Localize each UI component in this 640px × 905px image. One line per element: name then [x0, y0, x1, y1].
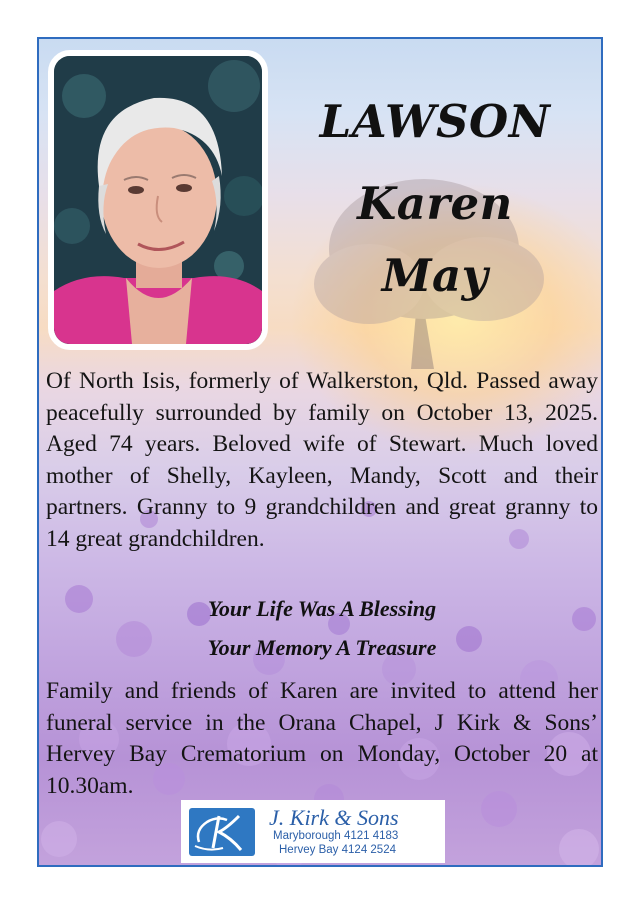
deceased-middle-name: May	[381, 249, 489, 302]
funeral-director-logo	[189, 808, 255, 856]
portrait-photo	[48, 50, 268, 350]
funeral-notice-card	[37, 37, 603, 867]
verse-line-2: Your Memory A Treasure	[207, 635, 437, 660]
maryborough-phone: Maryborough 4121 4183	[273, 829, 399, 842]
logo-monogram-icon	[189, 808, 255, 856]
funeral-director-name: J. Kirk & Sons	[269, 804, 399, 830]
portrait-illustration	[54, 56, 262, 344]
deceased-surname: LAWSON	[319, 95, 551, 148]
funeral-director-banner	[181, 800, 445, 863]
verse-line-1: Your Life Was A Blessing	[207, 596, 437, 621]
deceased-given-name: Karen	[357, 177, 513, 230]
service-details-paragraph: Family and friends of Karen are invited to attend her funeral service in the Orana Chapel, J Kirk & Sons’ Hervey Bay Crematorium on Monday, October 20 at 10.30am.	[46, 678, 598, 799]
announcement-paragraph: Of North Isis, formerly of Walkerston, Qld. Passed away peacefully surrounded by family on October 13, 2025. Aged 74 years. Beloved wife of Stewart. Much loved mother of Shelly, Kayleen, Mandy, Scott and their partners. Granny to 9 grandchildren and great granny to 14 great grandchildren.	[46, 368, 598, 552]
hervey-bay-phone: Hervey Bay 4124 2524	[279, 844, 396, 857]
